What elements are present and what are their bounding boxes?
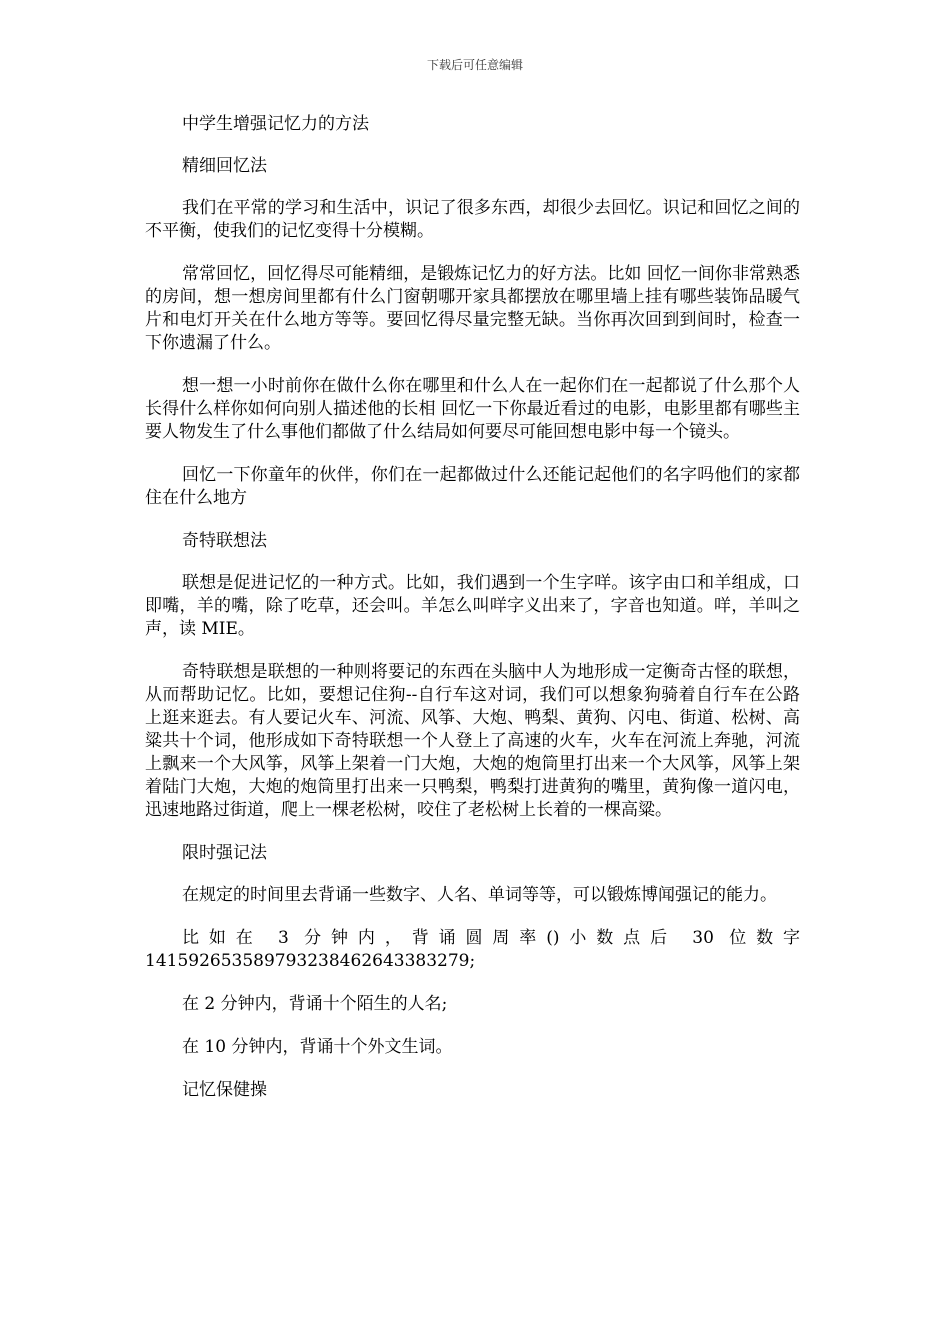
paragraph: 常常回忆，回忆得尽可能精细，是锻炼记忆力的好方法。比如 回忆一间你非常熟悉的房间，想一想房间里都有什么门窗朝哪开家具都摆放在哪里墙上挂有哪些装饰品暖气片和电灯开关在什么地方等等。要回忆得尽量完整无缺。当你再次回到到间时，检查一下你遗漏了什么。	[145, 264, 800, 353]
paragraph: 奇特联想是联想的一种则将要记的东西在头脑中人为地形成一定衡奇古怪的联想，从而帮助记忆。比如，要想记住狗--自行车这对词，我们可以想象狗骑着自行车在公路上逛来逛去。有人要记火车、河流、风筝、大炮、鸭梨、黄狗、闪电、街道、松树、高粱共十个词，他形成如下奇特联想一个人登上了高速的火车，火车在河流上奔驰，河流上飘来一个大风筝，风筝上架着一门大炮，大炮的炮筒里打出来一个大风筝，风筝上架着陆门大炮，大炮的炮筒里打出来一只鸭梨，鸭梨打进黄狗的嘴里，黄狗像一道闪电，迅速地路过街道，爬上一棵老松树，咬住了老松树上长着的一棵高粱。	[145, 662, 800, 820]
document-body	[145, 113, 800, 1121]
section-heading: 精细回忆法	[182, 156, 267, 176]
paragraph: 比如在 3 分钟内，背诵圆周率()小数点后 30 位数字 141592653589793238462643383279;	[145, 928, 800, 971]
paragraph: 回忆一下你童年的伙伴，你们在一起都做过什么还能记起他们的名字吗他们的家都住在什么地方	[145, 465, 800, 508]
paragraph: 在 2 分钟内，背诵十个陌生的人名;	[182, 994, 448, 1014]
paragraph: 在规定的时间里去背诵一些数字、人名、单词等等，可以锻炼博闻强记的能力。	[182, 885, 777, 905]
section-heading: 奇特联想法	[182, 531, 267, 551]
document-title: 中学生增强记忆力的方法	[182, 114, 369, 134]
paragraph: 联想是促进记忆的一种方式。比如，我们遇到一个生字咩。该字由口和羊组成，口即嘴，羊的嘴，除了吃草，还会叫。羊怎么叫咩字义出来了，字音也知道。咩，羊叫之声，读 MIE。	[145, 573, 800, 639]
section-heading: 限时强记法	[182, 843, 267, 863]
paragraph: 我们在平常的学习和生活中，识记了很多东西，却很少去回忆。识记和回忆之间的不平衡，使我们的记忆变得十分模糊。	[145, 198, 800, 241]
paragraph: 想一想一小时前你在做什么你在哪里和什么人在一起你们在一起都说了什么那个人长得什么样你如何向别人描述他的长相 回忆一下你最近看过的电影，电影里都有哪些主要人物发生了什么事他们都做了什么结局如何要尽可能回想电影中每一个镜头。	[145, 376, 800, 442]
section-heading: 记忆保健操	[182, 1080, 267, 1100]
paragraph: 在 10 分钟内，背诵十个外文生词。	[182, 1037, 453, 1057]
page-header: 下载后可任意编辑	[426, 58, 523, 72]
